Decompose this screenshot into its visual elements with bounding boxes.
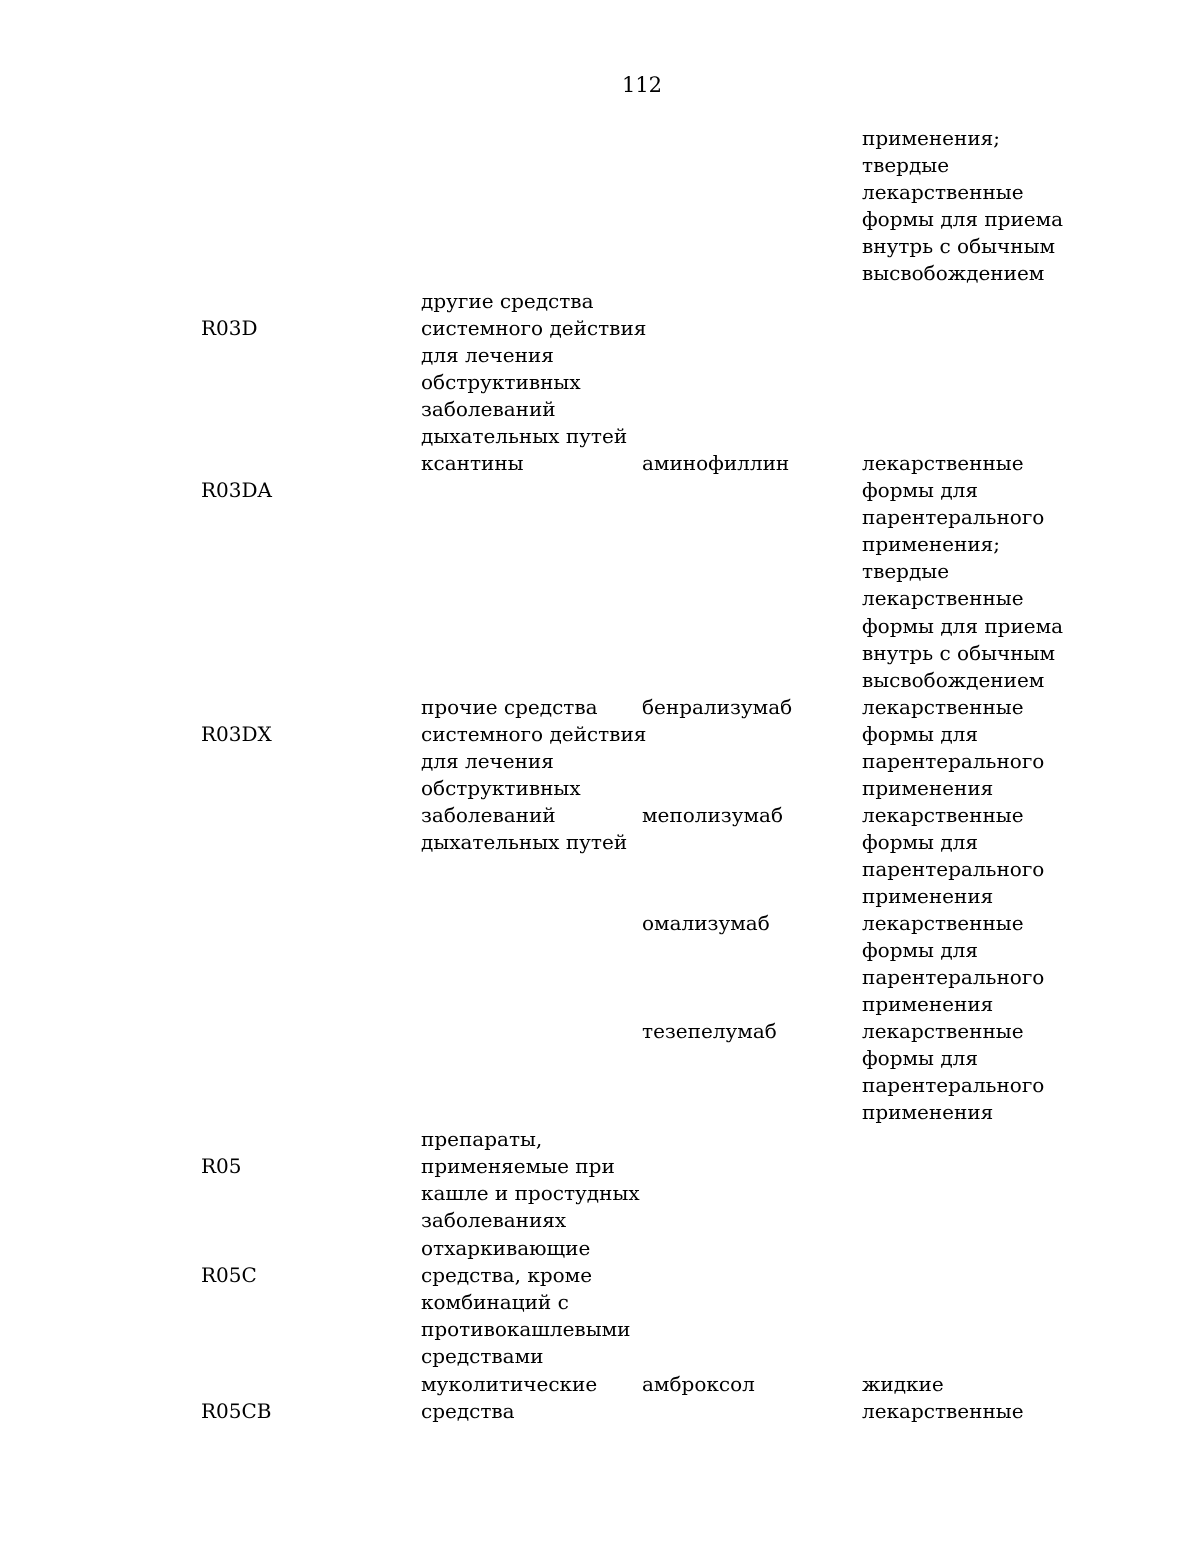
dosage-form: лекарственные формы для парентерального применения [862,803,1045,909]
dosage-form: применения; твердые лекарственные формы для приема внутрь с обычным высвобождением [862,126,1064,286]
atc-group-name: другие средства системного действия для лечения обструктивных заболеваний дыхательных путей [421,289,647,449]
atc-group-name: ксантины [421,451,524,475]
drug-name: тезепелумаб [642,1019,777,1043]
atc-group-name: муколитические средства [421,1372,598,1424]
dosage-form: лекарственные формы для парентерального применения [862,695,1045,801]
dosage-form: лекарственные формы для парентерального применения; твердые лекарственные формы для приема внутрь с обычным высвобождением [862,451,1064,692]
atc-code: R05 [201,1154,242,1178]
page-number: 112 [621,73,663,97]
drug-name: аминофиллин [642,451,790,475]
atc-group-name: препараты, применяемые при кашле и простудных заболеваниях [421,1127,640,1233]
atc-group-name: отхаркивающие средства, кроме комбинаций с противокашлевыми средствами [421,1236,631,1369]
drug-name: омализумаб [642,911,770,935]
atc-code: R03DA [201,478,272,502]
dosage-form: жидкие лекарственные [862,1372,1024,1424]
atc-code: R03D [201,316,258,340]
atc-code: R05C [201,1263,257,1287]
atc-code: R03DX [201,722,272,746]
drug-name: бенрализумаб [642,695,793,719]
dosage-form: лекарственные формы для парентерального применения [862,911,1045,1017]
drug-name: амброксол [642,1372,755,1396]
atc-code: R05CB [201,1399,272,1423]
drug-name: меполизумаб [642,803,783,827]
atc-group-name: прочие средства системного действия для лечения обструктивных заболеваний дыхательных путей [421,695,647,855]
dosage-form: лекарственные формы для парентерального применения [862,1019,1045,1125]
